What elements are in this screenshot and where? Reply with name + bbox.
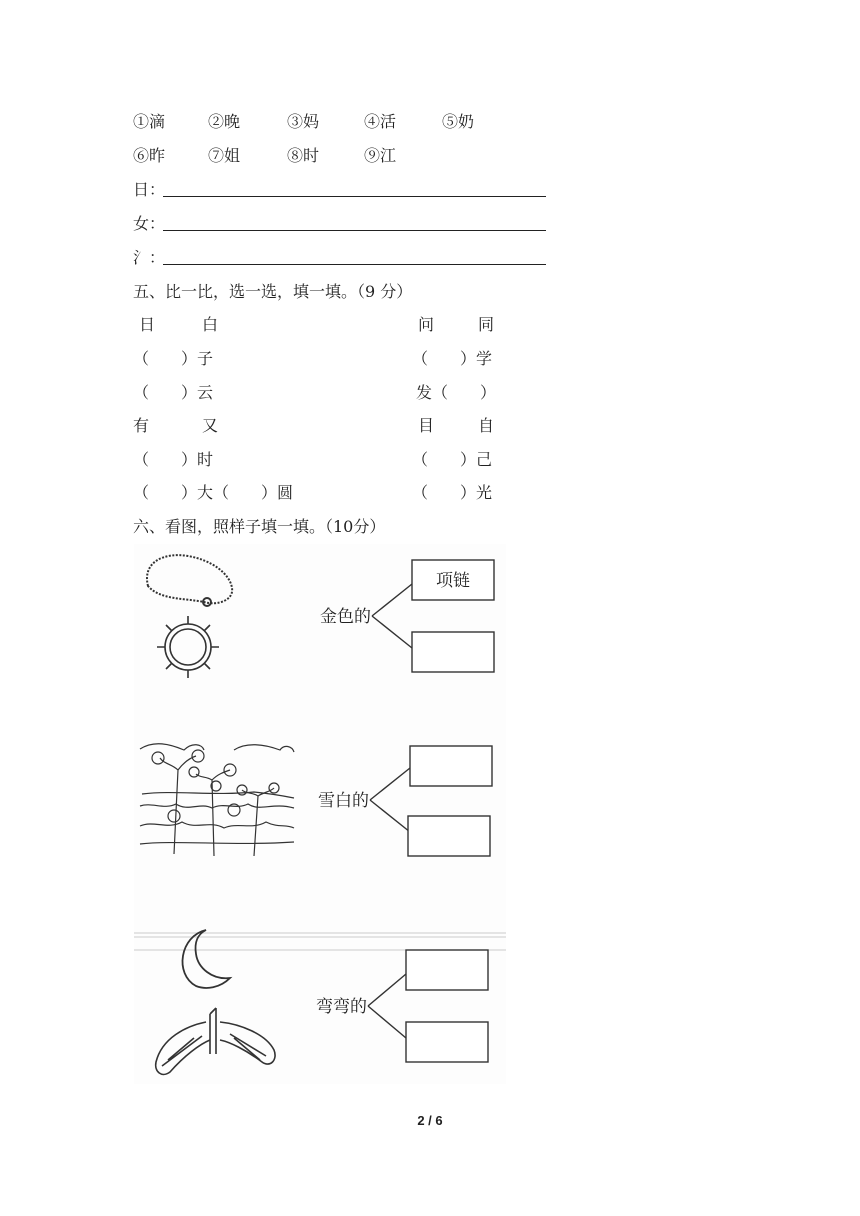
compare-char: 有 [133,416,150,435]
fill-item[interactable]: 发（ ） [416,383,497,402]
option-9: ⑨江 [364,146,397,165]
example-answer-necklace: 项链 [436,571,470,591]
answer-box[interactable] [406,950,488,990]
cotton-field-icon [140,744,294,856]
answer-line-ri[interactable] [163,196,546,197]
necklace-icon [147,555,232,606]
bracket-connector [368,974,406,1038]
answer-box[interactable] [408,816,490,856]
row-label-snowwhite: 雪白的 [318,791,369,811]
answer-box[interactable] [412,632,494,672]
category-label-shui: 氵： [133,248,166,267]
picture-exercise [134,544,506,1084]
answer-line-nv[interactable] [163,230,546,231]
option-6: ⑥昨 [133,146,166,165]
option-3: ③妈 [287,112,320,131]
section-5-title: 五、比一比，选一选，填一填。（9 分） [133,282,413,301]
compare-char: 问 [418,315,435,334]
bracket-connector [370,768,410,832]
fill-item[interactable]: （ ）云 [133,383,214,402]
answer-line-shui[interactable] [163,264,546,265]
row-label-curved: 弯弯的 [316,997,367,1017]
category-label-ri: 日： [133,180,166,199]
compare-char: 目 [418,416,435,435]
compare-char: 自 [478,416,495,435]
option-7: ⑦姐 [208,146,241,165]
answer-box[interactable] [410,746,492,786]
fill-item[interactable]: （ ）学 [412,349,493,368]
compare-char: 日 [139,315,156,334]
option-5: ⑤奶 [442,112,475,131]
row-label-golden: 金色的 [320,607,371,627]
answer-box[interactable] [406,1022,488,1062]
page-number: 2 / 6 [417,1113,443,1128]
option-4: ④活 [364,112,397,131]
compare-char: 同 [478,315,495,334]
bracket-connector [372,584,412,648]
compare-char: 白 [202,315,219,334]
fill-item[interactable]: （ ）己 [412,450,493,469]
option-2: ②晚 [208,112,241,131]
option-1: ①滴 [133,112,166,131]
moon-icon [183,930,230,988]
fill-item[interactable]: （ ）光 [412,483,493,502]
fill-item[interactable]: （ ）时 [133,450,214,469]
boat-icon [156,1008,275,1074]
fill-item[interactable]: （ ）大（ ）圆 [133,483,294,502]
compare-char: 又 [202,416,219,435]
section-6-title: 六、看图，照样子填一填。（10分） [133,517,386,536]
option-8: ⑧时 [287,146,320,165]
category-label-nv: 女： [133,214,166,233]
fill-item[interactable]: （ ）子 [133,349,214,368]
sun-icon [157,616,219,678]
